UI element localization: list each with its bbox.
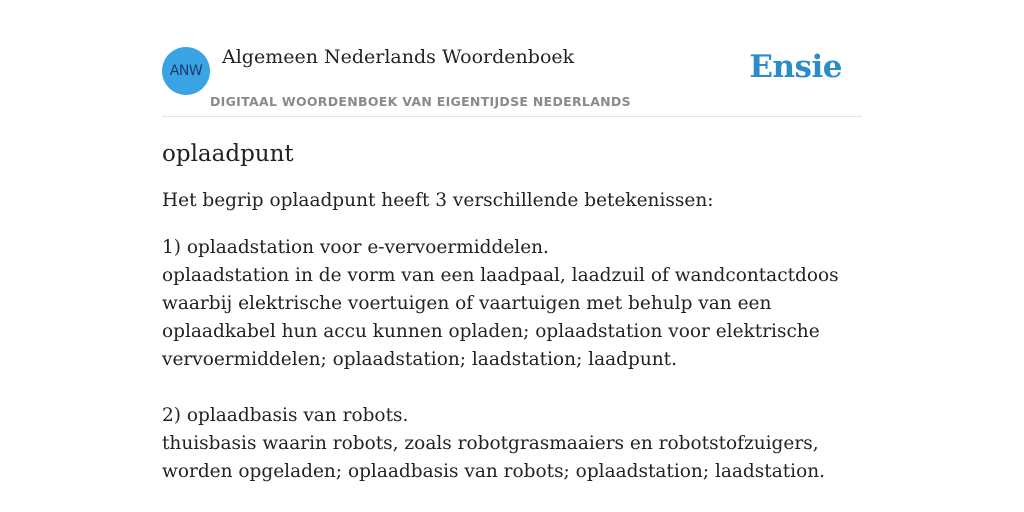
sense-heading: 2) oplaadbasis van robots.: [162, 405, 409, 426]
sense-1: [162, 234, 868, 374]
sense-2: [162, 402, 868, 486]
entry-intro: Het begrip oplaadpunt heeft 3 verschillende betekenissen:: [162, 190, 714, 211]
logo-text: ANW: [169, 63, 203, 79]
ensie-brand-logo[interactable]: Ensie: [749, 49, 842, 85]
entry-headword: oplaadpunt: [162, 141, 294, 167]
site-subtitle: DIGITAAL WOORDENBOEK VAN EIGENTIJDSE NEDERLANDS: [210, 94, 631, 109]
sense-definition: thuisbasis waarin robots, zoals robotgrasmaaiers en robotstofzuigers, worden opgeladen; oplaadbasis van robots; oplaadstation; laadstation.: [162, 433, 826, 482]
sense-heading: 1) oplaadstation voor e-vervoermiddelen.: [162, 237, 549, 258]
anw-logo[interactable]: [162, 47, 210, 95]
entry-content: [162, 138, 868, 512]
site-title[interactable]: Algemeen Nederlands Woordenboek: [222, 46, 575, 68]
site-header: [162, 0, 862, 117]
sense-definition: oplaadstation in de vorm van een laadpaal, laadzuil of wandcontactdoos waarbij elektrische voertuigen of vaartuigen met behulp van een oplaadkabel hun accu kunnen opladen; oplaadstation voor elektrische vervoermiddelen; oplaadstation; laadstation; laadpunt.: [162, 265, 839, 370]
